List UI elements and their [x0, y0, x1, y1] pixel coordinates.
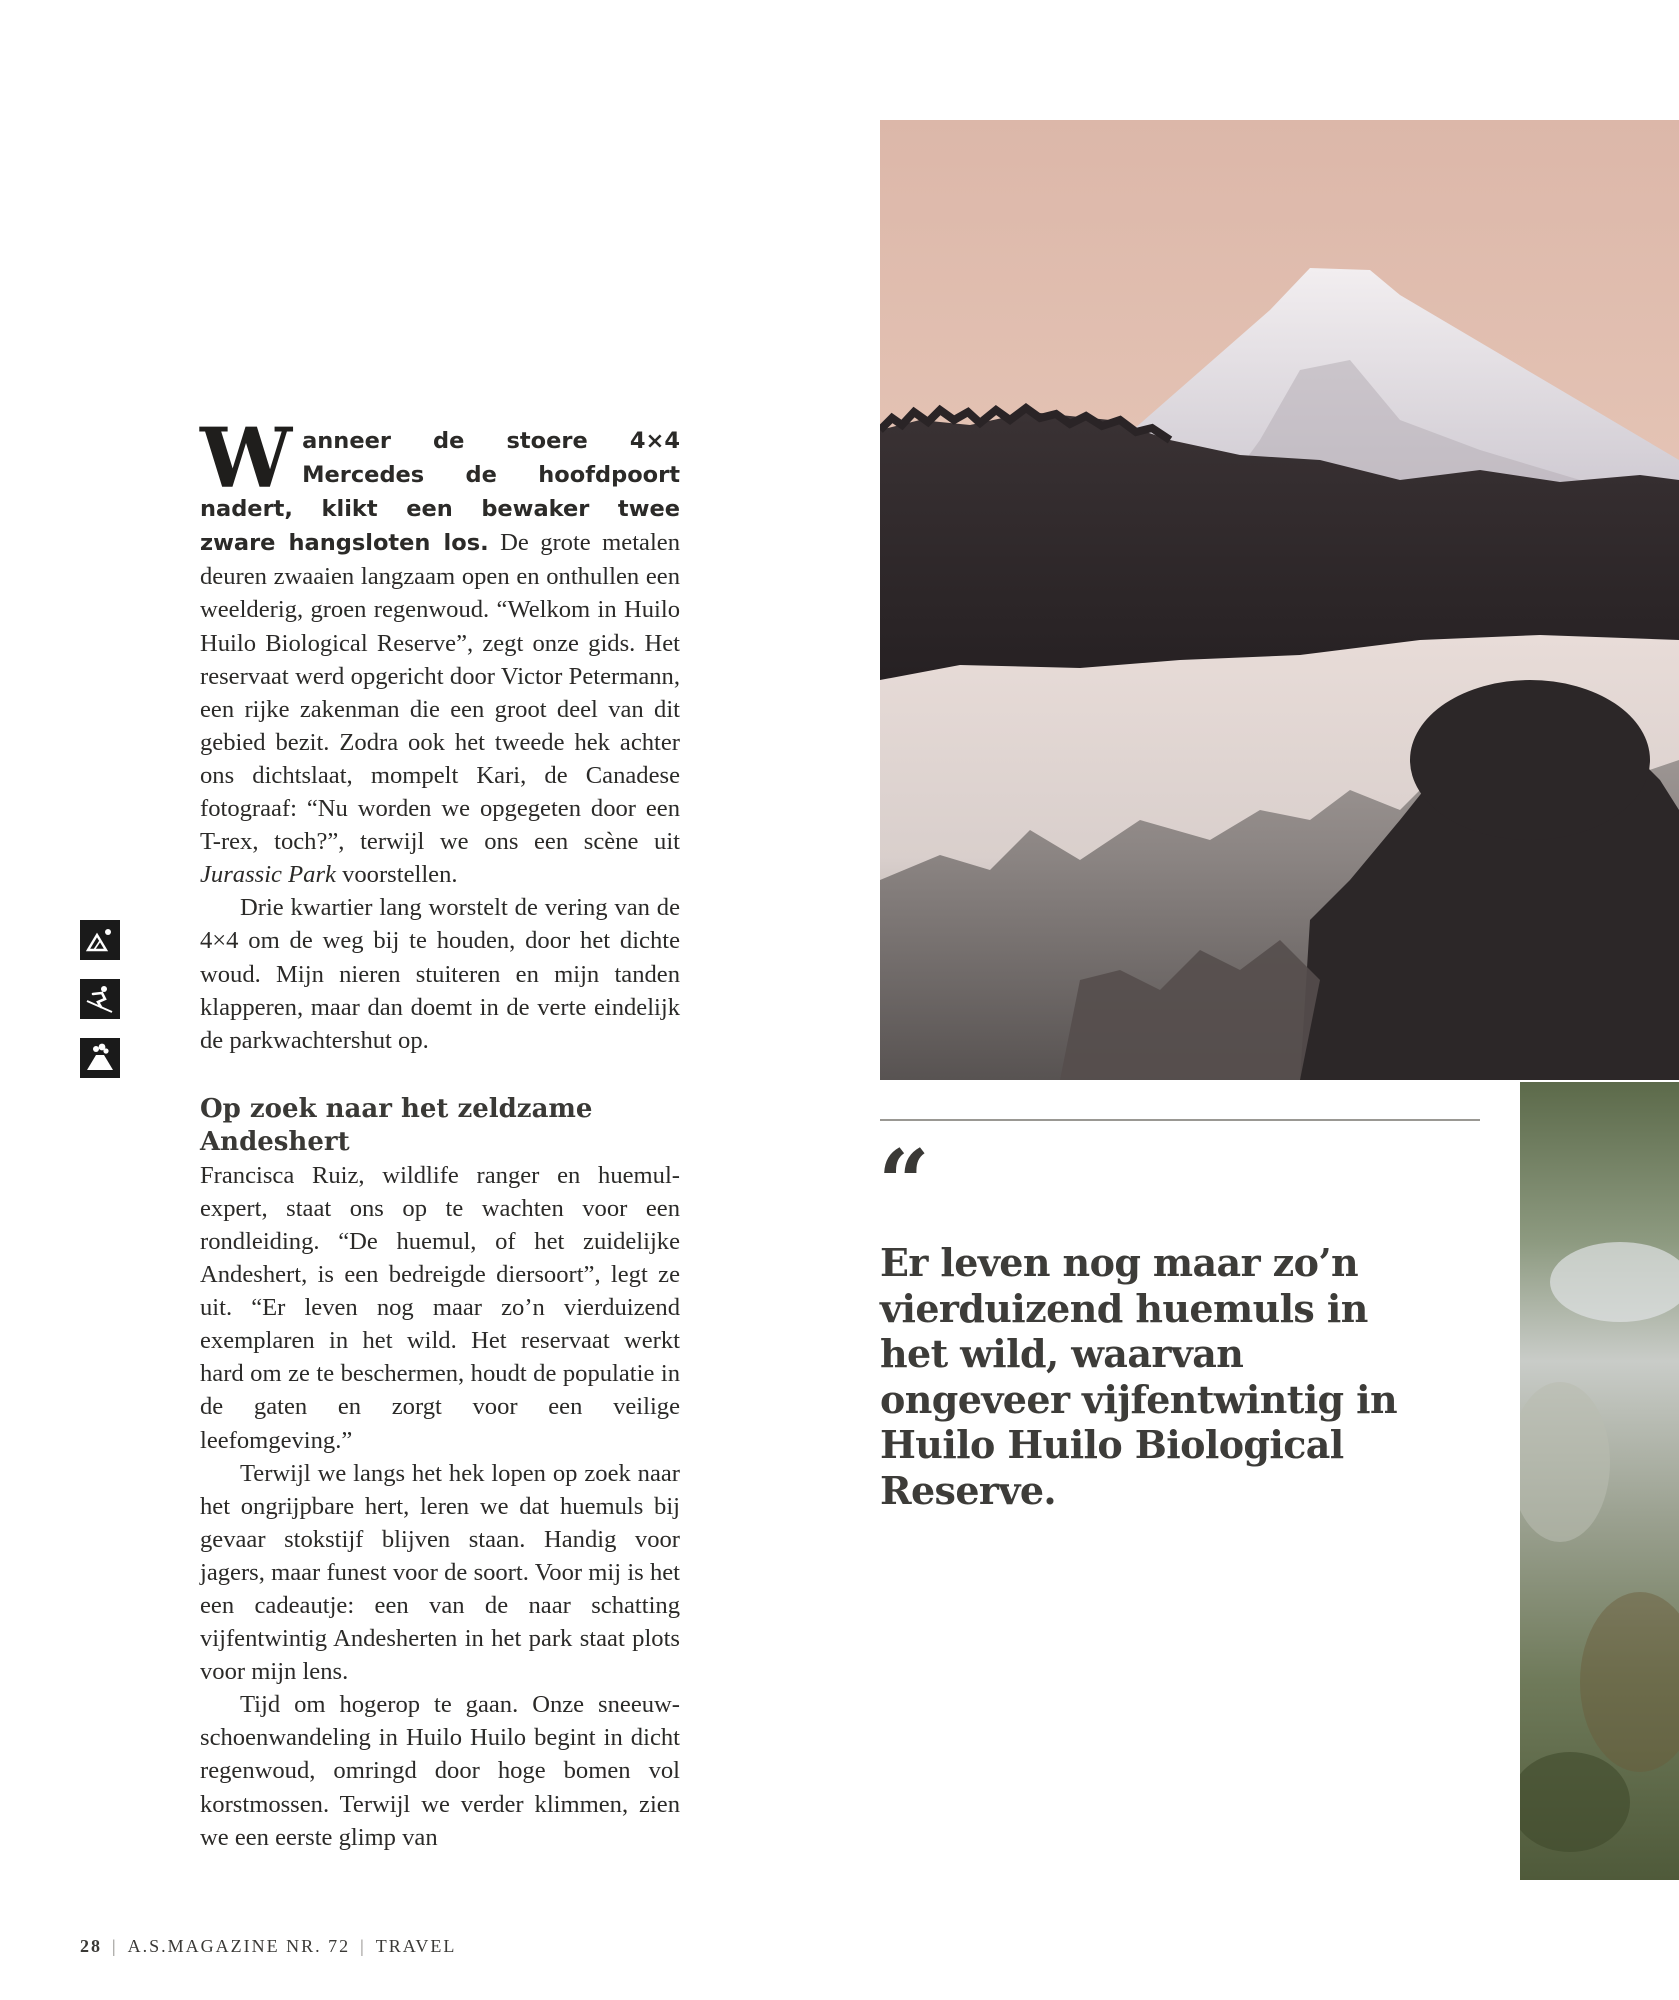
paragraph-text: De grote metalen deuren zwaaien langzaam open en onthullen een weelderig, groen regenwoud. “Welkom in Huilo Huilo Biological Reserve”, zegt onze gids. Het reservaat werd opgericht door Victor Petermann, een rijke zakenman die een groot deel van dit gebied bezit. Zodra ook het tweede hek achter ons dichtslaat, mompelt Kari, de Canadese fotograaf: “Nu worden we opgegeten door een T-rex, toch?”, terwijl we ons een scène uit — [200, 529, 680, 856]
pull-quote: Er leven nog maar zo’n vierduizend huemuls in het wild, waarvan ongeveer vijfentwintig in Huilo Huilo Biological Reserve. — [880, 1240, 1398, 1513]
mountain-hiking-icon — [80, 920, 120, 960]
quote-mark-icon: “ — [878, 1130, 930, 1236]
skiing-icon — [80, 979, 120, 1019]
paragraph: Tijd om hogerop te gaan. Onze sneeuwschoenwandeling in Huilo Huilo begint in dicht regenwoud, omringd door hoge bomen vol korstmossen. Terwijl we verder klimmen, zien we een eerste glimp van — [200, 1691, 680, 1851]
lead-text: anneer de stoere 4×4 Mercedes de hoofdpoort nadert, klikt een bewaker twee zware hangsloten los. — [200, 428, 680, 557]
footer-separator: | — [112, 1936, 118, 1956]
shrubland-photo — [1520, 1082, 1679, 1880]
volcano-icon — [80, 1038, 120, 1078]
paragraph-text: voorstellen. — [335, 861, 458, 889]
paragraph-intro — [200, 411, 680, 891]
section-name: TRAVEL — [375, 1936, 457, 1956]
paragraph: Terwijl we langs het hek lopen op zoek naar het ongrijpbare hert, leren we dat huemuls bij gevaar stokstijf blijven staan. Handig voor jagers, maar funest voor de soort. Voor mij is het een cadeautje: een van de naar schatting vijfentwintig Andesherten in het park staat plots voor mijn lens. — [200, 1459, 680, 1686]
activity-icons — [80, 920, 120, 1097]
section-heading: Op zoek naar het zeldzame Andeshert — [200, 1093, 593, 1157]
paragraph: Drie kwartier lang worstelt de vering van de 4×4 om de weg bij te houden, door het dichte woud. Mijn nieren stuiteren en mijn tanden klapperen, maar dan doemt in de verte eindelijk de parkwachtershut op. — [200, 894, 680, 1054]
volcano-photo — [880, 120, 1679, 1080]
movie-title: Jurassic Park — [200, 861, 336, 889]
page-number: 28 — [80, 1936, 102, 1956]
article-column — [200, 411, 680, 1854]
drop-cap: W — [200, 411, 293, 507]
paragraph: Francisca Ruiz, wildlife ranger en huemul-expert, staat ons op te wachten voor een rondleiding. “De huemul, of het zuidelijke Andeshert, is een bedreigde diersoort”, legt ze uit. “Er leven nog maar zo’n vierduizend exemplaren in het wild. Het reservaat werkt hard om ze te beschermen, houdt de populatie in de gaten en zorgt voor een veilige leefomgeving.” — [200, 1161, 680, 1454]
magazine-name: A.S.MAGAZINE NR. 72 — [127, 1936, 351, 1956]
quote-divider — [880, 1119, 1480, 1121]
page-footer — [80, 1936, 456, 1957]
footer-separator: | — [360, 1936, 366, 1956]
